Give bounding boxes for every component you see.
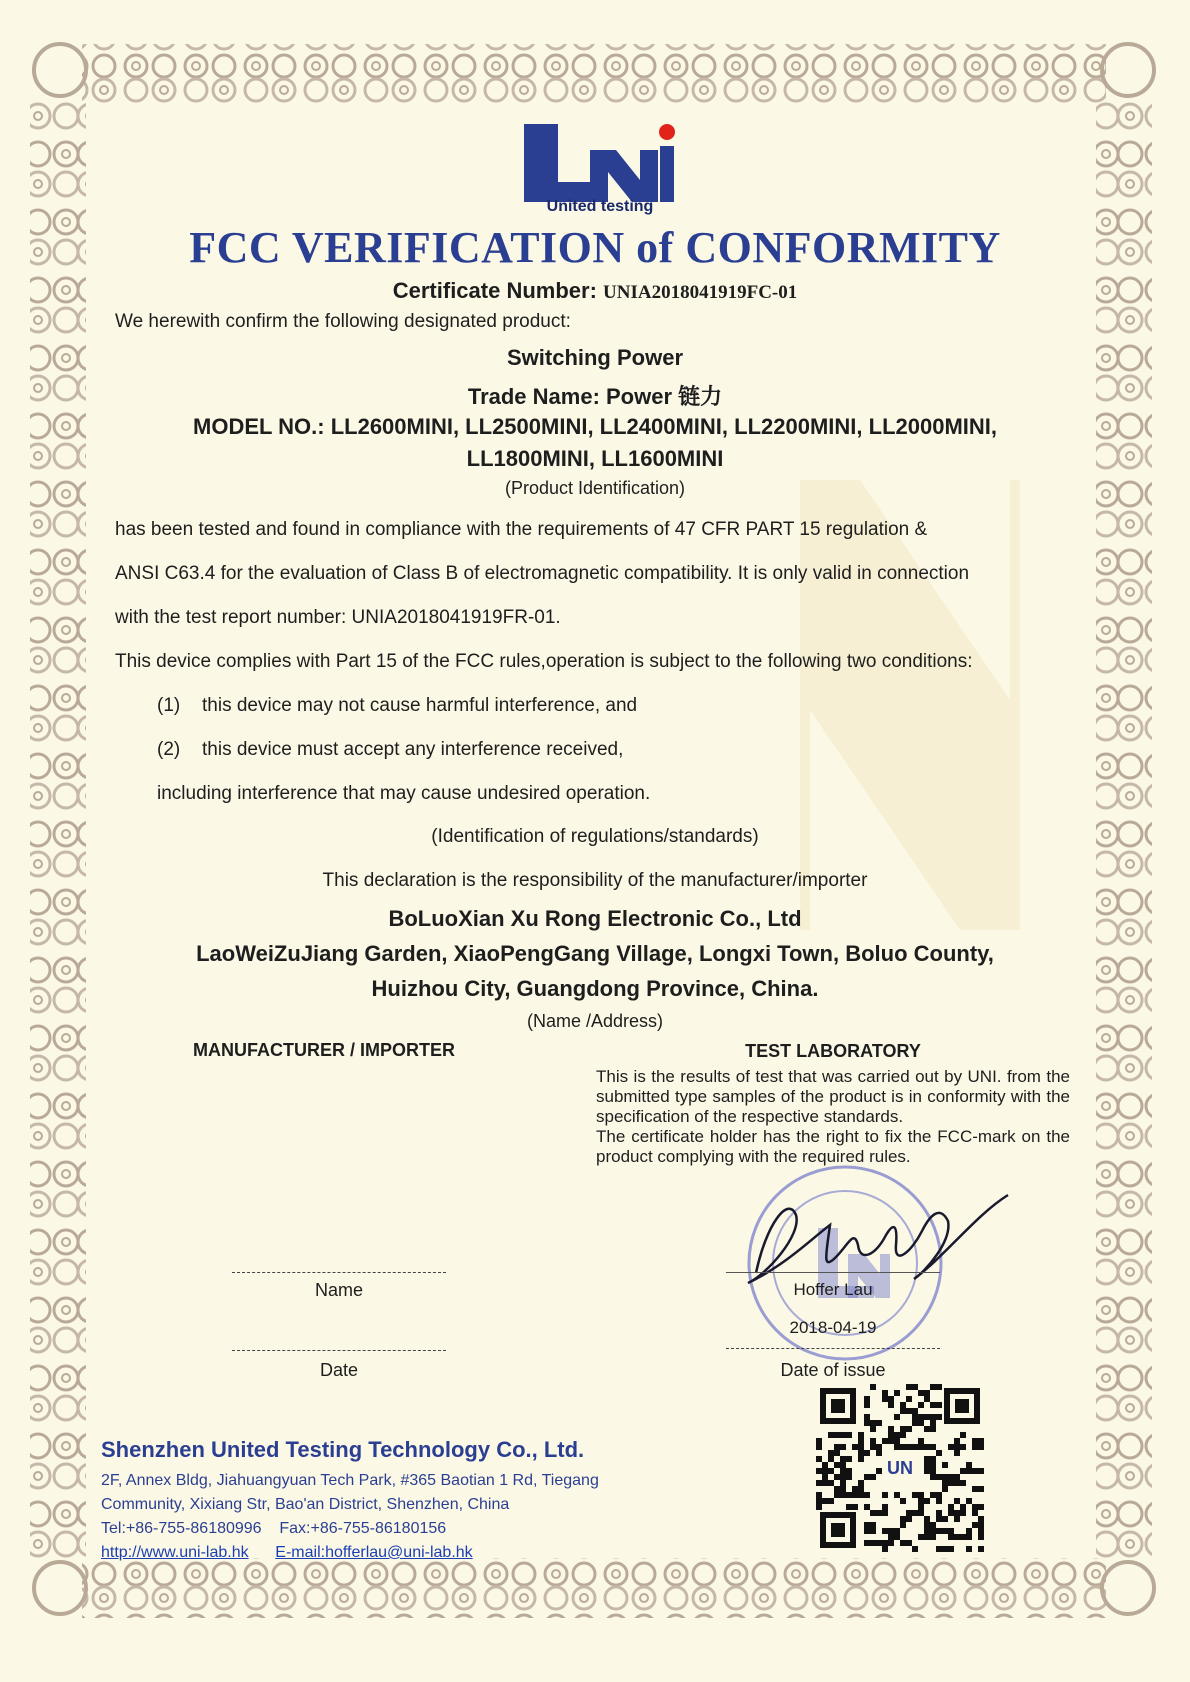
email-link[interactable]: E-mail:hofferlau@uni-lab.hk <box>275 1544 473 1561</box>
name-label: Name <box>314 1280 363 1300</box>
date-label: Date <box>319 1360 359 1380</box>
certificate-number-line <box>60 278 1130 304</box>
logo-caption: United testing <box>546 198 654 215</box>
model-numbers-line1: MODEL NO.: LL2600MINI, LL2500MINI, LL2400MINI, LL2200MINI, LL2000MINI, <box>193 414 997 439</box>
qr-center-logo: UN <box>887 1458 913 1478</box>
certificate-number-label: Certificate Number: <box>392 278 597 303</box>
condition-1: this device may not cause harmful interference, and <box>202 695 638 716</box>
signatory-line <box>726 1272 940 1273</box>
footer-phone-fax <box>101 1517 701 1541</box>
model-numbers-line2: LL1800MINI, LL1600MINI <box>466 446 724 471</box>
test-laboratory-heading: TEST LABORATORY <box>745 1041 921 1061</box>
certificate-number: UNIA2018041919FC-01 <box>603 282 798 303</box>
certificate-title: FCC VERIFICATION of CONFORMITY <box>189 223 1001 272</box>
compliance-line-3: with the test report number: UNIA2018041919FR-01. <box>115 607 561 628</box>
footer-links <box>101 1541 701 1565</box>
manufacturer-address-line2: Huizhou City, Guangdong Province, China. <box>371 976 819 1001</box>
regulations-label: (Identification of regulations/standards) <box>431 826 759 847</box>
intro-text: We herewith confirm the following designated product: <box>115 311 571 332</box>
signatory-name: Hoffer Lau <box>793 1280 873 1299</box>
lab-statement-2: The certificate holder has the right to fix the FCC-mark on the product complying with the required rules. <box>596 1127 1070 1166</box>
condition-3: including interference that may cause undesired operation. <box>157 783 651 804</box>
footer-address-line1: 2F, Annex Bldg, Jiahuangyuan Tech Park, #365 Baotian 1 Rd, Tiegang <box>101 1472 599 1489</box>
compliance-line-1: has been tested and found in compliance with the requirements of 47 CFR PART 15 regulation & <box>115 519 928 540</box>
footer-company-name: Shenzhen United Testing Technology Co., Ltd. <box>101 1437 585 1462</box>
manufacturer-importer-heading: MANUFACTURER / IMPORTER <box>193 1040 455 1060</box>
manufacturer-name: BoLuoXian Xu Rong Electronic Co., Ltd <box>388 906 802 931</box>
issue-date-line <box>726 1348 940 1349</box>
name-address-label: (Name /Address) <box>526 1011 664 1031</box>
qr-code[interactable] <box>816 1384 984 1552</box>
condition-1-number: (1) <box>157 695 181 716</box>
name-signature-line <box>232 1272 446 1273</box>
product-name: Switching Power <box>506 345 684 370</box>
declaration-text: This declaration is the responsibility of the manufacturer/importer <box>322 870 868 891</box>
trade-name: Trade Name: Power 链力 <box>467 384 723 409</box>
lab-statement-1: This is the results of test that was carried out by UNI. from the submitted type samples of the product is in conformity with the specification of the respective standards. <box>596 1067 1070 1126</box>
compliance-line-2: ANSI C63.4 for the evaluation of Class B of electromagnetic compatibility. It is only valid in connection <box>115 563 970 584</box>
date-signature-line <box>232 1350 446 1351</box>
test-laboratory-statement <box>596 1067 1070 1167</box>
footer-address-line2: Community, Xixiang Str, Bao'an District, Shenzhen, China <box>101 1496 510 1513</box>
footer-fax: Fax:+86-755-86180156 <box>279 1520 447 1537</box>
compliance-line-4: This device complies with Part 15 of the FCC rules,operation is subject to the following two conditions: <box>115 651 973 672</box>
footer-tel: Tel:+86-755-86180996 <box>101 1520 262 1537</box>
issue-date: 2018-04-19 <box>789 1318 877 1337</box>
manufacturer-address-line1: LaoWeiZuJiang Garden, XiaoPengGang Village, Longxi Town, Boluo County, <box>196 941 994 966</box>
website-link[interactable]: http://www.uni-lab.hk <box>101 1544 249 1561</box>
product-identification-label: (Product Identification) <box>504 478 686 498</box>
footer-contact <box>101 1469 701 1565</box>
condition-2-number: (2) <box>157 739 181 760</box>
condition-2: this device must accept any interference received, <box>202 739 624 760</box>
date-of-issue-label: Date of issue <box>780 1360 886 1380</box>
handwritten-signature <box>726 1185 1026 1295</box>
